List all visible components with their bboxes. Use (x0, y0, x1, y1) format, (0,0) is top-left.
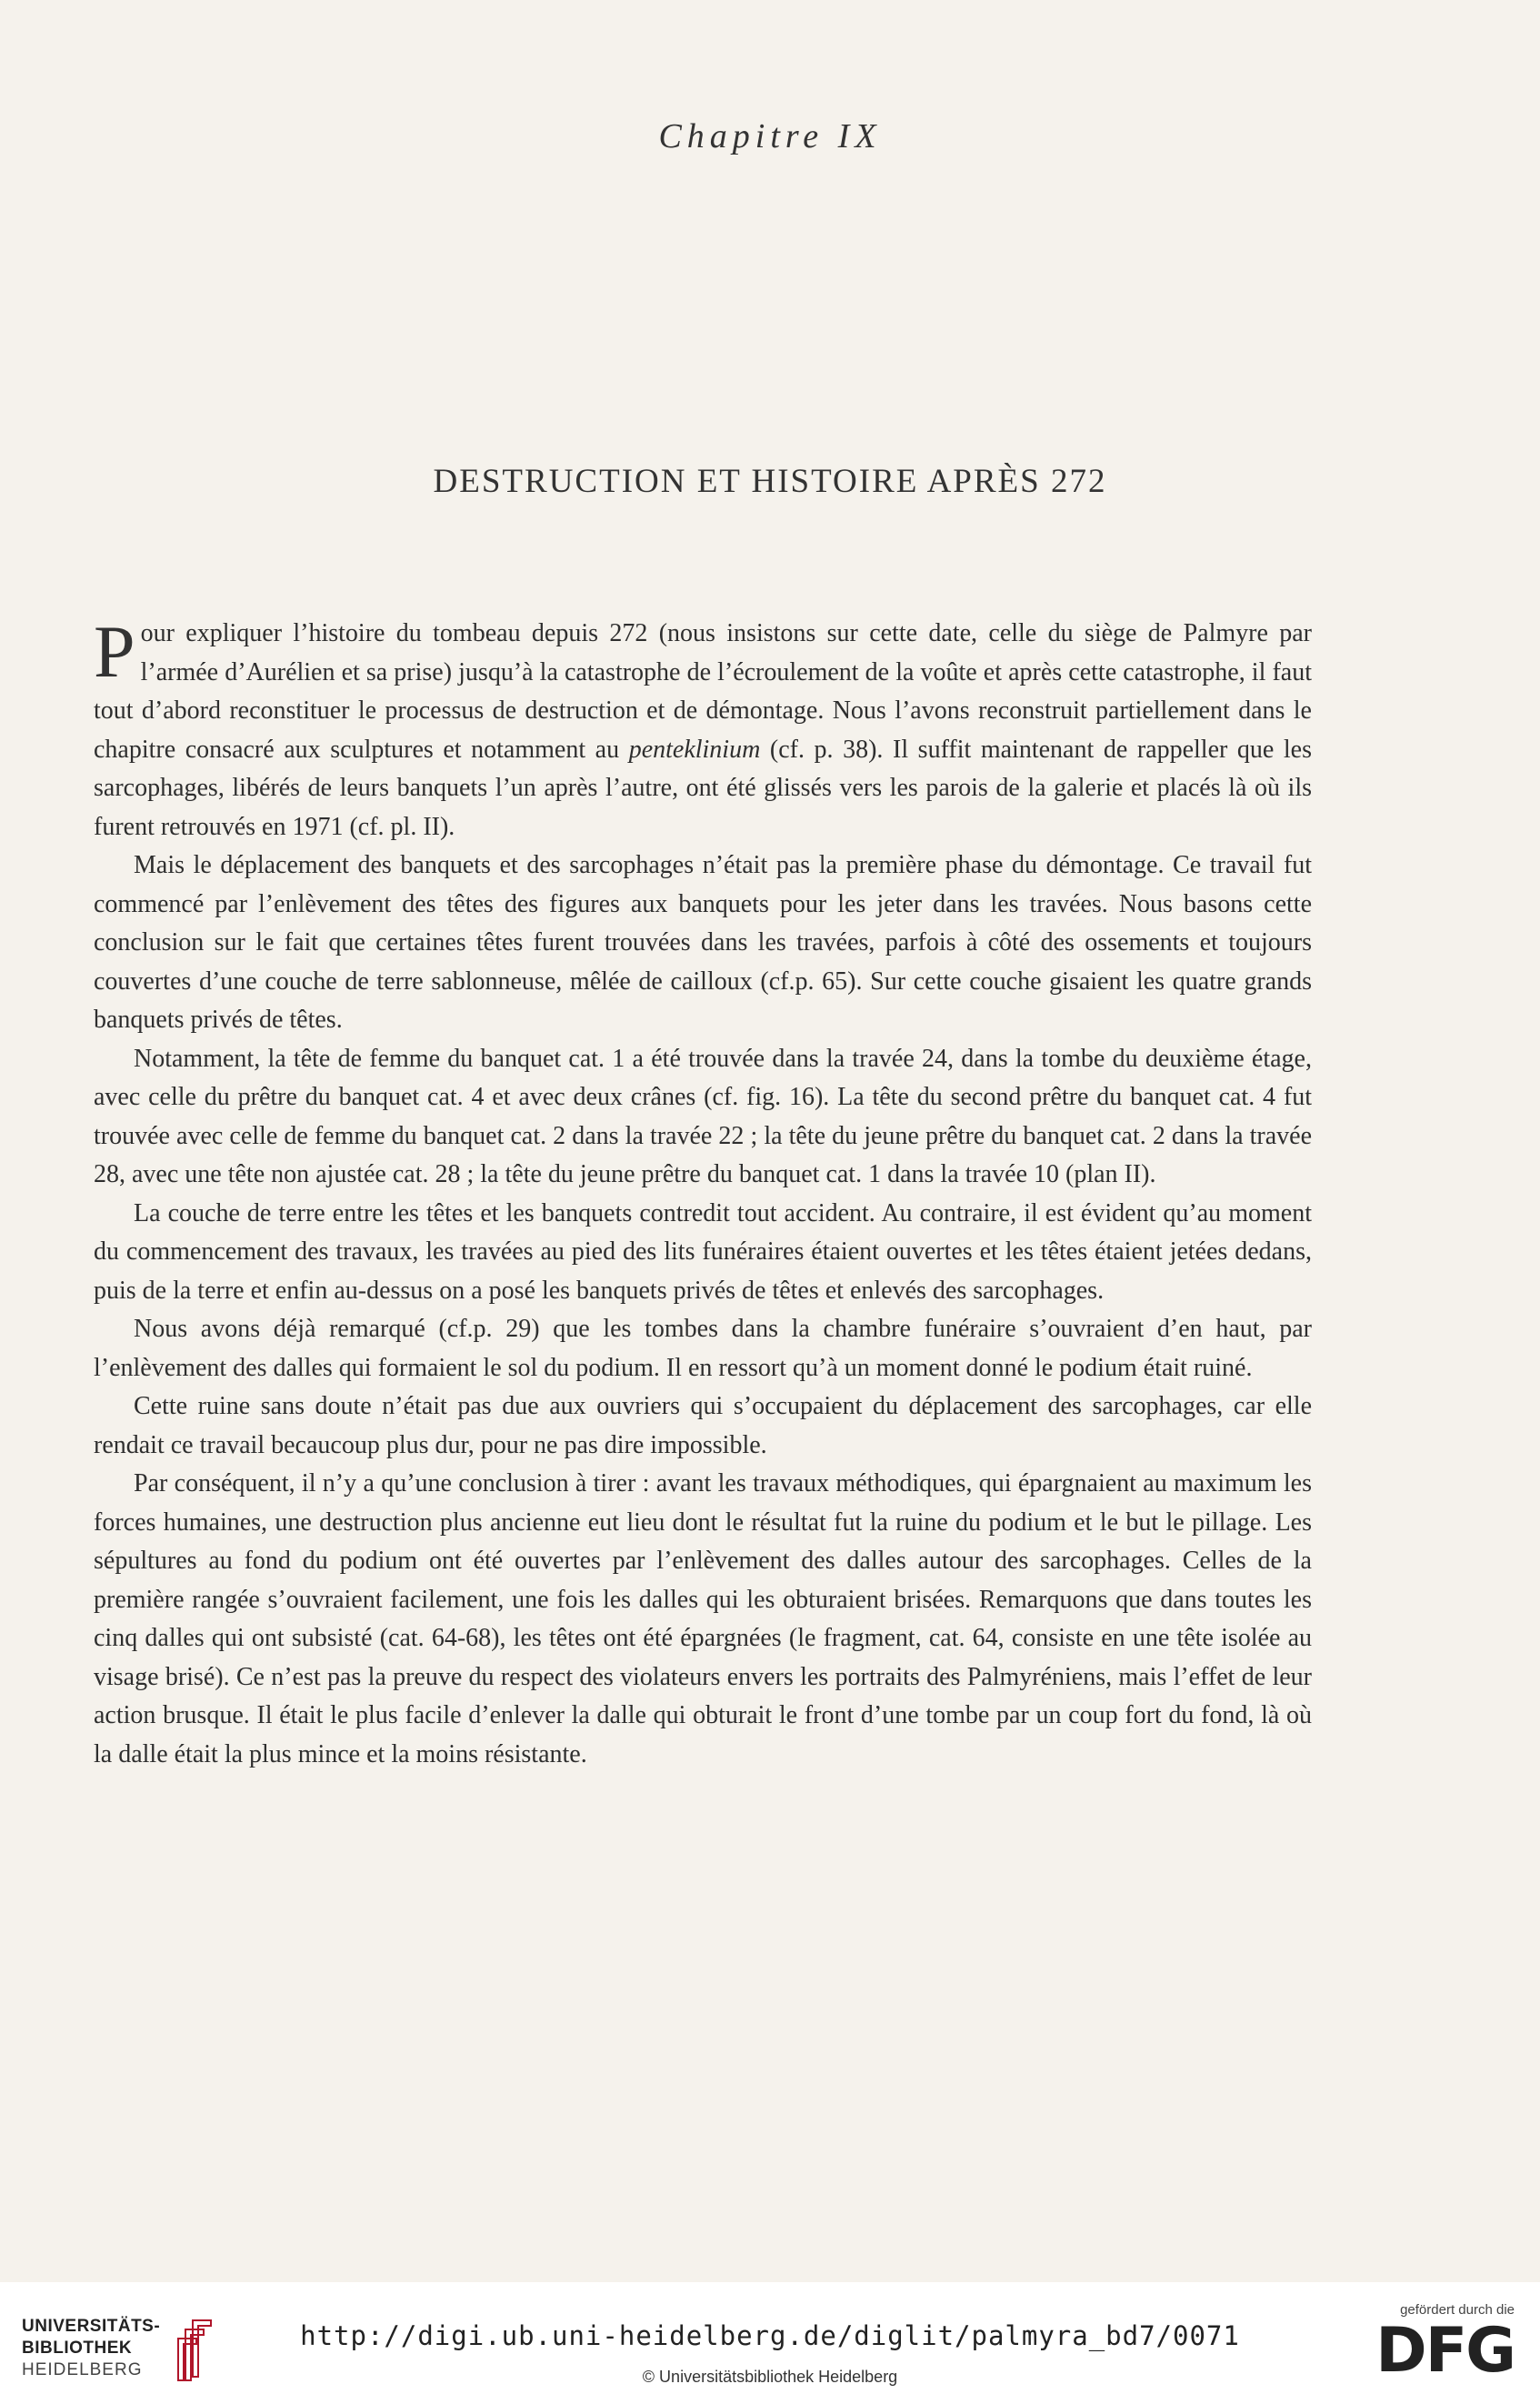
paragraph: Notamment, la tête de femme du banquet cat. 1 a été trouvée dans la travée 24, dans la tombe du deuxième étage, avec celle du prêtre du banquet cat. 4 et avec deux crânes (cf. fig. 16). La tête du second prêtre du banquet cat. 4 fut trouvée avec celle de femme du banquet cat. 2 dans la travée 22 ; la tête du jeune prêtre du banquet cat. 2 dans la travée 28, avec une tête non ajustée cat. 28 ; la tête du jeune prêtre du banquet cat. 1 dans la travée 10 (plan II). (94, 1044, 1312, 1188)
library-name-line: HEIDELBERG (22, 2360, 143, 2379)
chapter-heading: Chapitre IX (658, 117, 882, 155)
page-title: DESTRUCTION ET HISTOIRE APRÈS 272 (433, 463, 1107, 500)
paragraph: Cette ruine sans doute n’était pas due aux ouvriers qui s’occupaient du déplacement des sarcophages, car elle rendait ce travail becaucoup plus dur, pour ne pas dire impossible. (94, 1392, 1312, 1459)
paragraph: Par conséquent, il n’y a qu’une conclusion à tirer : avant les travaux méthodiques, qui épargnaient au maximum les forces humaines, une destruction plus ancienne eut lieu dont le résultat fut la ruine du podium et le but le pillage. Les sépultures au fond du podium ont été ouvertes par l’enlèvement des dalles autour des sarcophages. Celles de la première rangée s’ouvraient facilement, une fois les dalles qui les obturaient brisées. Remarquons que dans toutes les cinq dalles qui ont subsisté (cat. 64-68), les têtes ont été épargnées (le fragment, cat. 64, consiste en une tête isolée au visage brisé). Ce n’est pas la preuve du respect des violateurs envers les portraits des Palmyréniens, mais l’effet de leur action brusque. Il était le plus facile d’enlever la dalle qui obturait le front d’une tombe par un coup fort du fond, là où la dalle était la plus mince et la moins résistante. (94, 1469, 1312, 1768)
italic-term: penteklinium (628, 735, 761, 764)
library-name-line: UNIVERSITÄTS- (22, 2317, 161, 2336)
dfg-logo: DFG (1375, 2315, 1515, 2387)
permalink-url[interactable]: http://digi.ub.uni-heidelberg.de/diglit/palmyra_bd7/0071 (300, 2320, 1240, 2351)
paragraph-text: our expliquer l’histoire du tombeau depuis 272 (nous insistons sur cette date, celle du siège de Palmyre par l’armée d’Aurélien et sa prise) jusqu’à la catastrophe de l’écroulement de la voûte et après cette catastrophe, il faut tout d’abord reconstituer le processus de destruction et de démontage. Nous l’avons reconstruit partiellement dans le chapitre consacré aux sculptures et notamment au (94, 619, 1312, 764)
drop-cap: P (94, 610, 135, 693)
paragraph: Nous avons déjà remarqué (cf.p. 29) que les tombes dans la chambre funéraire s’ouvraient d’en haut, par l’enlèvement des dalles qui formaient le sol du podium. Il en ressort qu’à un moment donné le podium était ruiné. (94, 1315, 1312, 1382)
paragraph-text: (cf. p. 38). Il suffit maintenant de rappeller que les sarcophages, libérés de leurs banquets l’un après l’autre, ont été glissés vers les parois de la galerie et placés là où ils furent retrouvés en 1971 (cf. pl. II). (94, 735, 1312, 841)
paragraph: Mais le déplacement des banquets et des sarcophages n’était pas la première phase du démontage. Ce travail fut commencé par l’enlèvement des têtes des figures aux banquets pour les jeter dans les travées. Nous basons cette conclusion sur le fait que certaines têtes furent trouvées dans les travées, parfois à côté des ossements et toujours couvertes d’une couche de terre sablonneuse, mêlée de cailloux (cf.p. 65). Sur cette couche gisaient les quatre grands banquets privés de têtes. (94, 851, 1312, 1034)
funding-caption: gefördert durch die (1400, 2302, 1515, 2318)
funding-badge[interactable] (1369, 2302, 1515, 2387)
body-text (94, 610, 1312, 1774)
copyright-notice: © Universitätsbibliothek Heidelberg (642, 2368, 898, 2386)
footer-bar (0, 2282, 1540, 2404)
paragraph: La couche de terre entre les têtes et les banquets contredit tout accident. Au contraire, il est évident qu’au moment du commencement des travaux, les travées au pied des lits funéraires étaient ouvertes et les têtes étaient jetées dedans, puis de la terre et enfin au-dessus on a posé les banquets privés de têtes et enlevés des sarcophages. (94, 1198, 1312, 1305)
paragraph (94, 610, 1312, 846)
library-name-line: BIBLIOTHEK (22, 2339, 133, 2358)
